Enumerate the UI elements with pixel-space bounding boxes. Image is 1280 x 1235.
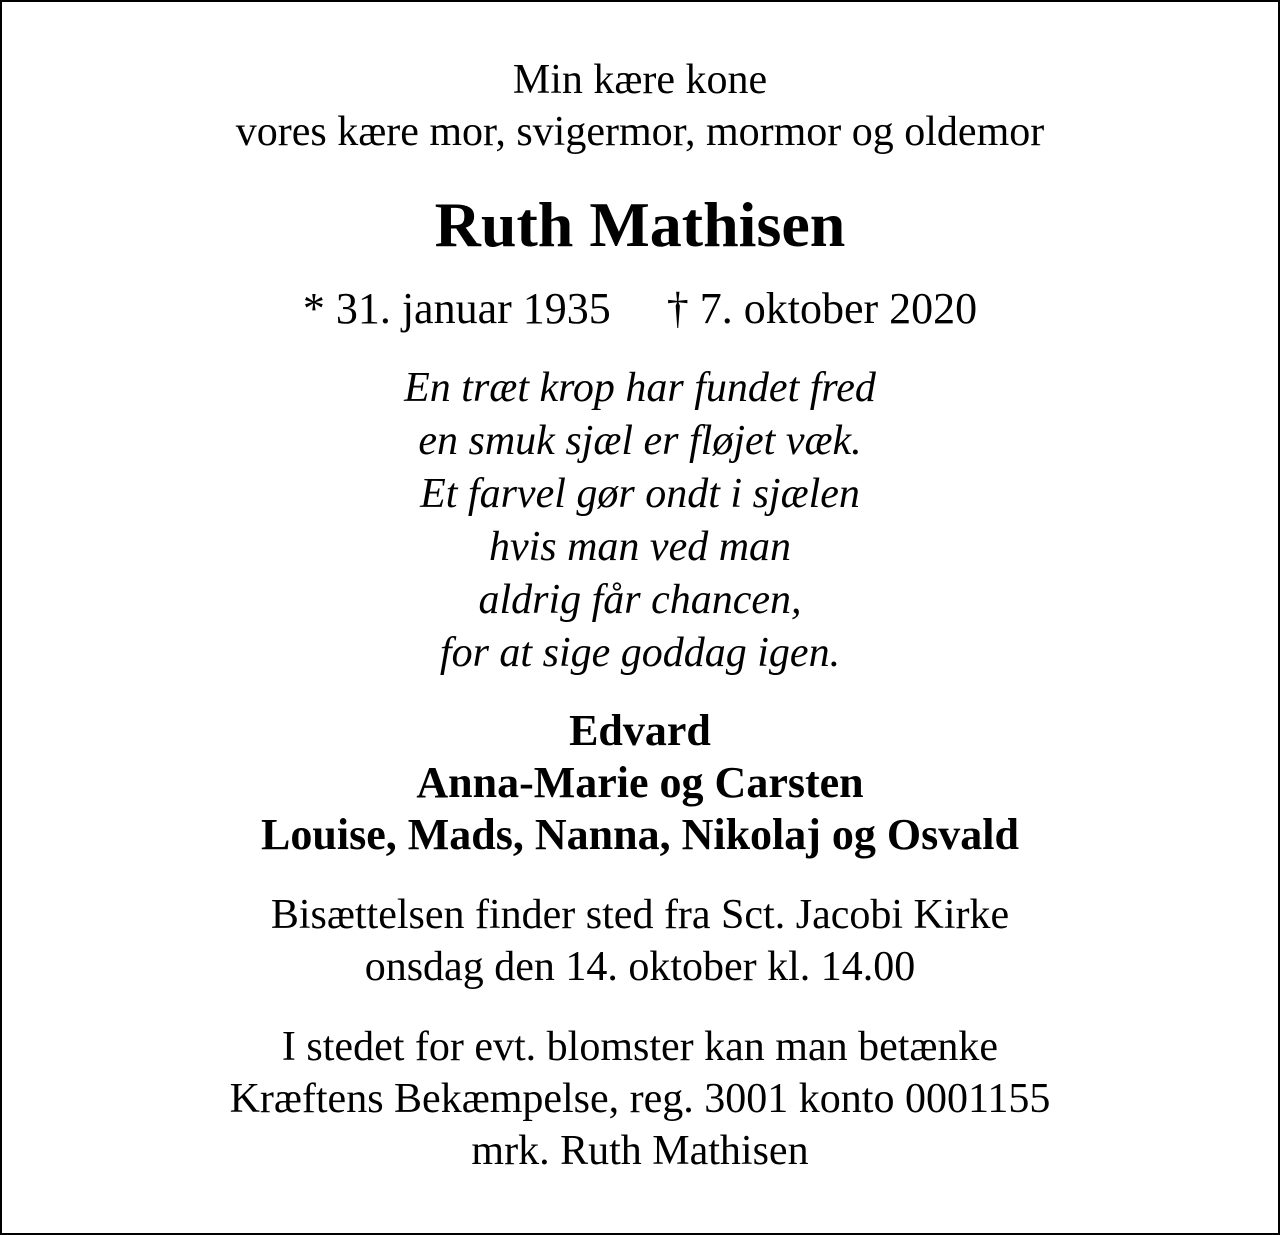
intro-line-2: vores kære mor, svigermor, mormor og oldemor bbox=[235, 109, 1045, 155]
funeral-line-2: onsdag den 14. oktober kl. 14.00 bbox=[364, 944, 916, 990]
verse-line-6: for at sige goddag igen. bbox=[439, 630, 841, 676]
verse-line-1: En træt krop har fundet fred bbox=[404, 365, 876, 411]
donation-line-3: mrk. Ruth Mathisen bbox=[471, 1128, 809, 1174]
deceased-name: Ruth Mathisen bbox=[434, 189, 846, 260]
death-date: † 7. oktober 2020 bbox=[666, 284, 978, 333]
family-line-2: Anna-Marie og Carsten bbox=[416, 758, 864, 807]
funeral-line-1: Bisættelsen finder sted fra Sct. Jacobi Kirke bbox=[270, 892, 1010, 938]
donation-line-1: I stedet for evt. blomster kan man betænke bbox=[281, 1024, 999, 1070]
family-line-3: Louise, Mads, Nanna, Nikolaj og Osvald bbox=[261, 810, 1019, 859]
verse-line-4: hvis man ved man bbox=[488, 524, 792, 570]
family-line-1: Edvard bbox=[569, 706, 711, 755]
verse-line-5: aldrig får chancen, bbox=[478, 577, 802, 623]
verse-line-3: Et farvel gør ondt i sjælen bbox=[420, 471, 860, 517]
life-dates bbox=[2, 283, 1278, 335]
birth-date: * 31. januar 1935 bbox=[302, 284, 611, 333]
donation-line-2: Kræftens Bekæmpelse, reg. 3001 konto 0001155 bbox=[229, 1076, 1051, 1122]
intro-line-1: Min kære kone bbox=[512, 57, 768, 103]
verse-line-2: en smuk sjæl er fløjet væk. bbox=[418, 418, 862, 464]
